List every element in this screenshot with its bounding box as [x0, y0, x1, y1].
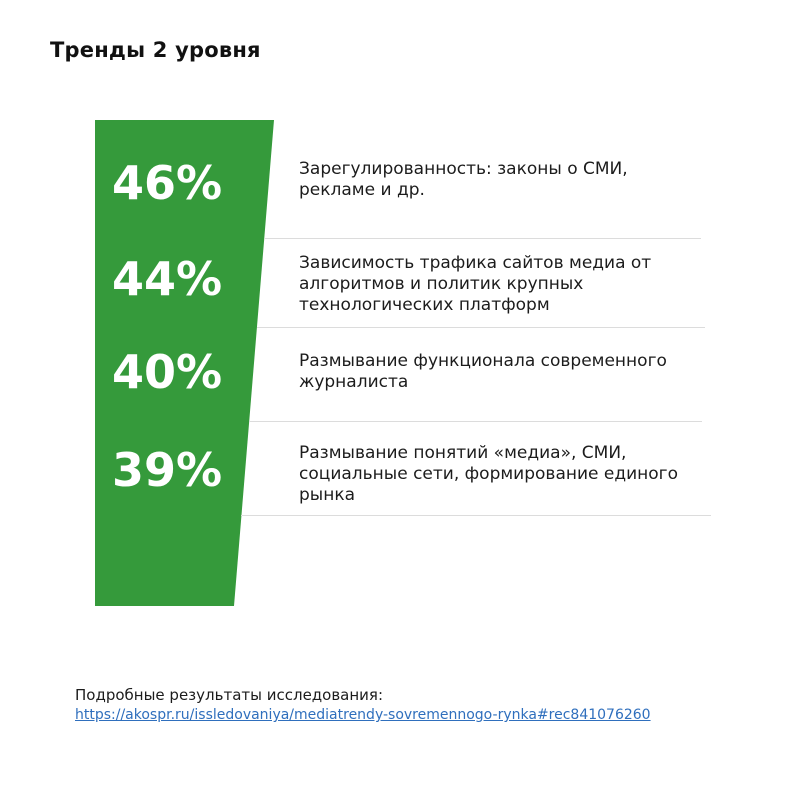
page-title: Тренды 2 уровня: [50, 38, 261, 62]
footer-note: Подробные результаты исследования:: [75, 686, 384, 704]
row-divider: [249, 421, 702, 422]
row-divider: [257, 327, 705, 328]
percent-label: 44%: [112, 252, 223, 306]
trend-item-text: Размывание понятий «медиа», СМИ, социальные сети, формирование единого рынка: [299, 443, 678, 505]
trend-item-text: Зависимость трафика сайтов медиа от алгоритмов и политик крупных технологических платформ: [299, 253, 652, 315]
research-link[interactable]: https://akospr.ru/issledovaniya/mediatrendy-sovremennogo-rynka#rec841076260: [75, 707, 651, 723]
percent-label: 40%: [112, 345, 223, 399]
trend-item-text: Зарегулированность: законы о СМИ, рекламе и др.: [299, 159, 628, 200]
row-divider: [265, 238, 701, 239]
trend-item-text: Размывание функционала современного журналиста: [299, 351, 667, 392]
percent-label: 39%: [112, 443, 223, 497]
percent-label: 46%: [112, 156, 223, 210]
row-divider: [241, 515, 711, 516]
